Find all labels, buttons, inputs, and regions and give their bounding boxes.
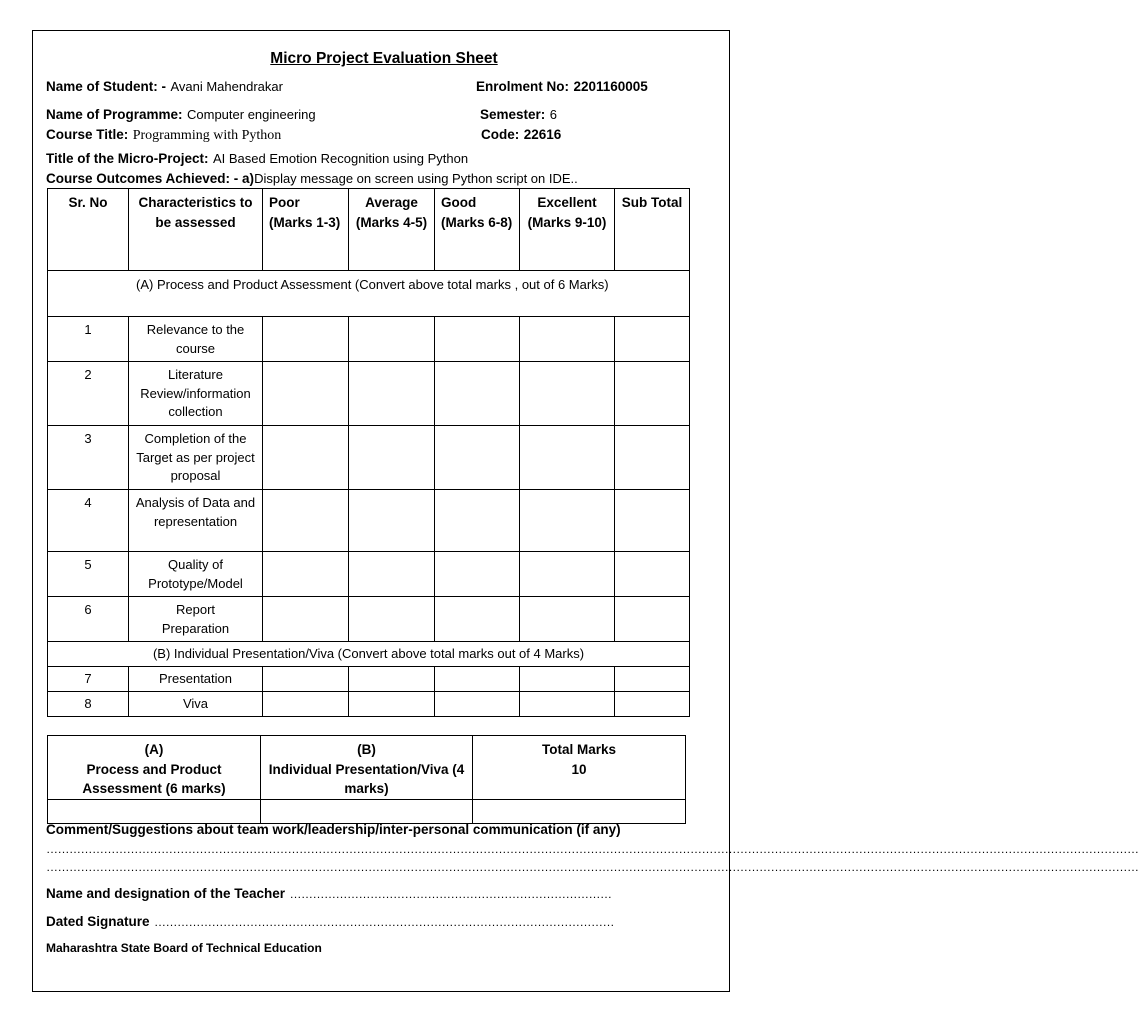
row-label: Viva (129, 692, 263, 717)
micro-project-title: AI Based Emotion Recognition using Python (212, 151, 469, 166)
micro-project-label: Title of the Micro-Project: (46, 151, 209, 166)
course-label: Course Title: (46, 127, 129, 142)
mark-cell[interactable] (615, 490, 690, 552)
mark-cell[interactable] (615, 317, 690, 362)
comment-line-2[interactable]: …………………………………………………………………………………………………………………………………………………………………………………………………………………………………………………………… (46, 860, 1139, 874)
mark-cell[interactable] (435, 692, 520, 717)
summary-a-title: Process and Product Assessment (6 marks) (82, 761, 226, 796)
summary-total-value: 10 (571, 761, 587, 777)
summary-total-title: Total Marks (541, 742, 617, 757)
evaluation-table (47, 188, 690, 717)
code-line (481, 126, 561, 144)
summary-total-heading (473, 736, 686, 800)
header-excellent: Excellent (Marks 9-10) (520, 189, 615, 271)
header-characteristics: Characteristics to be assessed (129, 189, 263, 271)
programme-value: Computer engineering (187, 107, 316, 122)
micro-project-line (46, 150, 468, 168)
mark-cell[interactable] (435, 667, 520, 692)
summary-b-cell[interactable] (261, 800, 473, 824)
mark-cell[interactable] (349, 362, 435, 426)
enrolment-label: Enrolment No: (476, 79, 569, 94)
enrolment-no: 2201160005 (573, 79, 648, 94)
summary-b-heading (261, 736, 473, 800)
row-sr: 2 (48, 362, 129, 426)
row-label: Analysis of Data and representation (129, 490, 263, 552)
header-poor: Poor (Marks 1-3) (263, 189, 349, 271)
table-row (48, 317, 690, 362)
mark-cell[interactable] (349, 667, 435, 692)
mark-cell[interactable] (520, 667, 615, 692)
footer-board: Maharashtra State Board of Technical Education (46, 941, 322, 955)
course-line (46, 126, 281, 144)
mark-cell[interactable] (615, 692, 690, 717)
row-sr: 8 (48, 692, 129, 717)
student-line (46, 78, 283, 96)
header-good: Good (Marks 6-8) (435, 189, 520, 271)
mark-cell[interactable] (263, 692, 349, 717)
teacher-label: Name and designation of the Teacher (46, 886, 286, 901)
section-b-heading: (B) Individual Presentation/Viva (Convert above total marks out of 4 Marks) (48, 642, 690, 667)
mark-cell[interactable] (263, 490, 349, 552)
course-value: Programming with Python (132, 128, 282, 143)
signature-label: Dated Signature (46, 914, 150, 929)
table-row (48, 552, 690, 597)
mark-cell[interactable] (520, 597, 615, 642)
mark-cell[interactable] (435, 552, 520, 597)
summary-table (47, 735, 686, 824)
mark-cell[interactable] (349, 490, 435, 552)
outcomes-line (46, 170, 578, 188)
row-label: Quality of Prototype/Model (129, 552, 263, 597)
summary-a-tag: (A) (144, 742, 164, 757)
mark-cell[interactable] (349, 426, 435, 490)
mark-cell[interactable] (435, 317, 520, 362)
teacher-line (46, 885, 612, 903)
mark-cell[interactable] (615, 362, 690, 426)
mark-cell[interactable] (349, 597, 435, 642)
mark-cell[interactable] (349, 692, 435, 717)
mark-cell[interactable] (520, 362, 615, 426)
row-label: Report Preparation (129, 597, 263, 642)
header-row (48, 189, 690, 271)
mark-cell[interactable] (435, 490, 520, 552)
signature-dots[interactable]: ………………………………………………………………………………………………………… (153, 915, 614, 929)
semester-value: 6 (549, 107, 557, 122)
mark-cell[interactable] (435, 426, 520, 490)
mark-cell[interactable] (349, 552, 435, 597)
mark-cell[interactable] (263, 362, 349, 426)
row-label: Relevance to the course (129, 317, 263, 362)
header-subtotal: Sub Total (615, 189, 690, 271)
teacher-dots[interactable]: ………………………………………………………………………… (289, 887, 612, 901)
comment-line-1[interactable]: …………………………………………………………………………………………………………………………………………………………………………………………………………………………………………………………… (46, 842, 1139, 856)
row-sr: 4 (48, 490, 129, 552)
comments-label: Comment/Suggestions about team work/leadership/inter-personal communication (if any) (46, 822, 621, 837)
outcomes-value: Display message on screen using Python script on IDE.. (254, 171, 578, 186)
summary-total-cell[interactable] (473, 800, 686, 824)
table-row (48, 667, 690, 692)
mark-cell[interactable] (520, 692, 615, 717)
summary-b-title: Individual Presentation/Viva (4 marks) (268, 761, 465, 796)
section-a-heading: (A) Process and Product Assessment (Convert above total marks , out of 6 Marks) (48, 271, 690, 317)
summary-a-cell[interactable] (48, 800, 261, 824)
table-row (48, 426, 690, 490)
row-sr: 1 (48, 317, 129, 362)
mark-cell[interactable] (435, 597, 520, 642)
header-average: Average (Marks 4-5) (349, 189, 435, 271)
row-sr: 6 (48, 597, 129, 642)
mark-cell[interactable] (615, 426, 690, 490)
mark-cell[interactable] (435, 362, 520, 426)
mark-cell[interactable] (263, 552, 349, 597)
semester-label: Semester: (480, 107, 546, 122)
row-sr: 3 (48, 426, 129, 490)
student-label: Name of Student: - (46, 79, 166, 94)
header-sr: Sr. No (48, 189, 129, 271)
mark-cell[interactable] (263, 426, 349, 490)
row-label: Presentation (129, 667, 263, 692)
mark-cell[interactable] (520, 552, 615, 597)
programme-line (46, 106, 316, 124)
mark-cell[interactable] (263, 597, 349, 642)
row-sr: 7 (48, 667, 129, 692)
mark-cell[interactable] (520, 426, 615, 490)
summary-b-tag: (B) (357, 742, 376, 757)
row-sr: 5 (48, 552, 129, 597)
enrolment-line (476, 78, 648, 96)
mark-cell[interactable] (263, 317, 349, 362)
table-row (48, 692, 690, 717)
programme-label: Name of Programme: (46, 107, 183, 122)
mark-cell[interactable] (349, 317, 435, 362)
semester-line (480, 106, 557, 124)
code-value: 22616 (523, 127, 562, 142)
outcomes-label: Course Outcomes Achieved: - a) (46, 171, 255, 186)
table-row (48, 597, 690, 642)
mark-cell[interactable] (615, 552, 690, 597)
row-label: Literature Review/information collection (129, 362, 263, 426)
page-title: Micro Project Evaluation Sheet (270, 50, 498, 67)
signature-line (46, 913, 614, 931)
mark-cell[interactable] (263, 667, 349, 692)
table-row (48, 362, 690, 426)
mark-cell[interactable] (615, 667, 690, 692)
mark-cell[interactable] (520, 317, 615, 362)
mark-cell[interactable] (615, 597, 690, 642)
student-name: Avani Mahendrakar (170, 79, 283, 94)
mark-cell[interactable] (520, 490, 615, 552)
table-row (48, 490, 690, 552)
summary-a-heading (48, 736, 261, 800)
code-label: Code: (481, 127, 520, 142)
row-label: Completion of the Target as per project proposal (129, 426, 263, 490)
